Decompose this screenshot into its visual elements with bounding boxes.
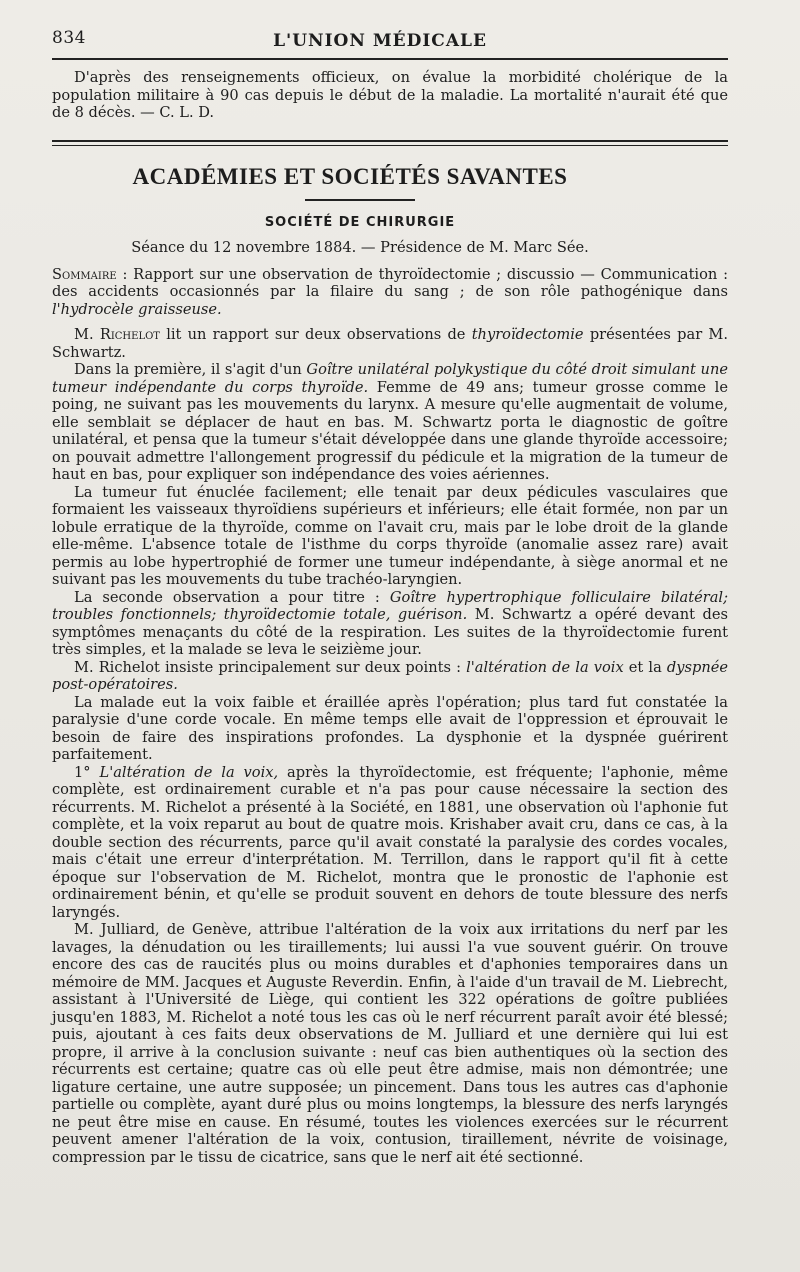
- summary: [52, 266, 728, 319]
- summary-italic: l'hydrocèle graisseuse.: [52, 300, 222, 318]
- paragraph: La tumeur fut énuclée facilement; elle tenait par deux pédicules vasculaires que formaient les vaisseaux thyroïdiens supérieurs et inférieurs; elle était formée, non par un lobule erratique de la thyroïde, comme on l'avait cru, mais par le lobe droit de la glande elle-même. L'absence totale de l'isthme du corps thyroïde (anomalie assez rare) avait permis au lobe hypertrophié de former une tumeur indépendante, à siège anormal et ne suivant pas les mouvements du tube trachéo-laryngien.: [52, 483, 728, 588]
- section-title: ACADÉMIES ET SOCIÉTÉS SAVANTES: [132, 163, 568, 189]
- header-rule: [52, 58, 728, 60]
- article-body: [52, 326, 728, 1166]
- summary-label: Sommaire :: [52, 265, 128, 283]
- paragraph: M. Richelot lit un rapport sur deux observations de thyroïdectomie présentées par M. Schwartz.: [52, 326, 728, 361]
- page-number: 834: [52, 28, 86, 48]
- journal-title: L'UNION MÉDICALE: [273, 31, 487, 51]
- section-rule-top: [52, 140, 728, 142]
- running-head: [52, 28, 728, 54]
- paragraph: Dans la première, il s'agit d'un Goître unilatéral polykystique du côté droit simulant une tumeur indépendante du corps thyroïde. Femme de 49 ans; tumeur grosse comme le poing, ne suivant pas les mouvements du larynx. A mesure qu'elle augmentait de volume, elle semblait se déplacer de haut en bas. M. Schwartz porta le diagnostic de goître unilatéral, et pensa que la tumeur s'était développée dans une glande thyroïde accessoire; on pouvait admettre l'allongement progressif du pédicule et la migration de la tumeur de haut en bas, pour expliquer son indépendance des voies aériennes.: [52, 361, 728, 483]
- paragraph: 1° L'altération de la voix, après la thyroïdectomie, est fréquente; l'aphonie, même complète, est ordinairement curable et n'a pas pour cause nécessaire la section des récurrents. M. Richelot a présenté à la Société, en 1881, une observation où l'aphonie fut complète, et la voix reparut au bout de quatre mois. Krishaber avait cru, dans ce cas, à la double section des récurrents, parce qu'il avait constaté la paralysie des cordes vocales, mais c'était une erreur d'interprétation. M. Terrillon, dans le rapport qu'il fit à cette époque sur l'observation de M. Richelot, montra que le pronostic de l'aphonie est ordinairement bénin, et qu'elle se produit souvent en dehors de toute blessure des nerfs laryngés.: [52, 763, 728, 921]
- paragraph: La seconde observation a pour titre : Goître hypertrophique folliculaire bilatéral; troubles fonctionnels; thyroïdectomie totale, guérison. M. Schwartz a opéré devant des symptômes menaçants du côté de la respiration. Les suites de la thyroïdectomie furent très simples, et la malade se leva le seizième jour.: [52, 588, 728, 658]
- paragraph: La malade eut la voix faible et éraillée après l'opération; plus tard fut constatée la paralysie d'une corde vocale. En même temps elle avait de l'oppression et éprouvait le besoin de faire des inspirations profondes. La dysphonie et la dyspnée guérirent parfaitement.: [52, 693, 728, 763]
- title-underline: [305, 199, 415, 201]
- summary-text: Rapport sur une observation de thyroïdectomie ; discussio — Communication : des accidents occasionnés par la filaire du sang ; de son rôle pathogénique dans: [52, 265, 728, 300]
- section-rule-bottom: [52, 145, 728, 146]
- paragraph: M. Julliard, de Genève, attribue l'altération de la voix aux irritations du nerf par les lavages, la dénudation ou les tiraillements; lui aussi l'a vue souvent guérir. On trouve encore des cas de raucités plus ou moins durables et d'aphonies temporaires dans un mémoire de MM. Jacques et Auguste Reverdin. Enfin, à l'aide d'un travail de M. Liebrecht, assistant à l'Université de Liège, qui contient les 322 opérations de goître publiées jusqu'en 1883, M. Richelot a noté tous les cas où le nerf récurrent paraît avoir été blessé; puis, ajoutant à ces faits deux observations de M. Julliard et une dernière qui lui est propre, il arrive à la conclusion suivante : neuf cas bien authentiques où la section des récurrents est certaine; quatre cas où elle peut être admise, mais non démontrée; une ligature certaine, une autre supposée; un pincement. Dans tous les autres cas d'aphonie partielle ou complète, ayant duré plus ou moins longtemps, la blessure des nerfs laryngés ne peut être mise en cause. En résumé, toutes les violences exercées sur le récurrent peuvent amener l'altération de la voix, contusion, tiraillement, névrite de voisinage, compression par le tissu de cicatrice, sans que le nerf ait été sectionné.: [52, 921, 728, 1166]
- society-name: SOCIÉTÉ DE CHIRURGIE: [264, 214, 456, 230]
- news-note: D'après des renseignements officieux, on évalue la morbidité cholérique de la population militaire à 90 cas depuis le début de la maladie. La mortalité n'aurait été que de 8 décès. — C. L. D.: [52, 69, 728, 121]
- session-line: Séance du 12 novembre 1884. — Présidence de M. Marc Sée.: [131, 238, 589, 256]
- paragraph: M. Richelot insiste principalement sur deux points : l'altération de la voix et la dyspnée post-opératoires.: [52, 658, 728, 693]
